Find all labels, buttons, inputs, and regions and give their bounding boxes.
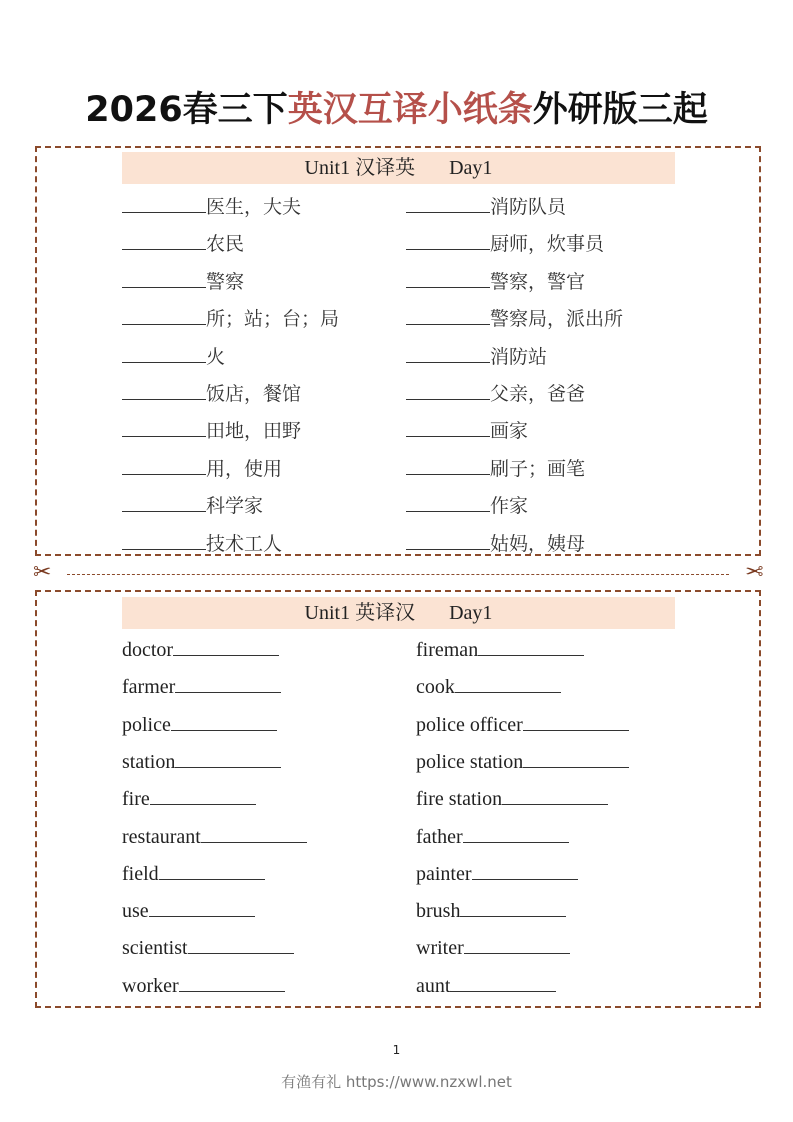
zh-to-en-item <box>122 342 225 369</box>
zh-to-en-item <box>122 454 282 481</box>
en-to-zh-item <box>416 786 608 811</box>
answer-blank[interactable] <box>122 192 206 213</box>
zh-to-en-item <box>122 491 263 518</box>
english-word: writer <box>416 937 464 960</box>
en-to-zh-unit: Unit1 英译汉 <box>304 602 416 624</box>
title-part1: 2026春三下 <box>85 90 288 130</box>
answer-blank[interactable] <box>406 379 490 400</box>
chinese-word: 画家 <box>490 420 529 443</box>
english-word: station <box>122 750 176 773</box>
answer-blank[interactable] <box>455 674 561 693</box>
answer-blank[interactable] <box>122 229 206 250</box>
en-to-zh-day: Day1 <box>449 602 493 624</box>
answer-blank[interactable] <box>175 674 281 693</box>
answer-blank[interactable] <box>122 342 206 363</box>
english-word: doctor <box>122 639 174 661</box>
chinese-word: 警察，警官 <box>490 270 586 293</box>
answer-blank[interactable] <box>464 935 570 954</box>
english-word: brush <box>416 900 461 923</box>
en-to-zh-item <box>416 973 556 998</box>
english-word: police officer <box>416 713 523 736</box>
zh-to-en-item <box>406 229 604 256</box>
answer-blank[interactable] <box>406 342 490 363</box>
en-to-zh-item <box>416 674 561 699</box>
answer-blank[interactable] <box>523 712 629 731</box>
english-word: father <box>416 825 463 848</box>
chinese-word: 刷子；画笔 <box>490 457 586 480</box>
english-word: farmer <box>122 676 176 699</box>
zh-to-en-box <box>35 146 761 556</box>
title-part2: 外研版三起 <box>532 90 708 130</box>
footer-watermark: 有渔有礼 https://www.nzxwl.net <box>281 1073 512 1091</box>
zh-to-en-item <box>406 379 585 406</box>
chinese-word: 科学家 <box>206 495 264 518</box>
zh-to-en-item <box>122 267 244 294</box>
answer-blank[interactable] <box>149 898 255 917</box>
answer-blank[interactable] <box>406 454 490 475</box>
scissors-icon: ✂ <box>744 560 763 585</box>
zh-to-en-unit: Unit1 汉译英 <box>304 157 416 179</box>
answer-blank[interactable] <box>406 529 490 550</box>
chinese-word: 厨师，炊事员 <box>490 233 605 256</box>
english-word: scientist <box>122 937 188 960</box>
answer-blank[interactable] <box>122 491 206 512</box>
en-to-zh-item <box>416 824 569 849</box>
answer-blank[interactable] <box>175 749 281 768</box>
chinese-word: 警察局，派出所 <box>490 308 624 331</box>
chinese-word: 姑妈，姨母 <box>490 532 586 555</box>
en-to-zh-item <box>122 824 307 849</box>
chinese-word: 父亲，爸爸 <box>490 383 586 405</box>
answer-blank[interactable] <box>463 824 569 843</box>
chinese-word: 消防站 <box>490 345 548 368</box>
en-to-zh-item <box>416 749 629 774</box>
answer-blank[interactable] <box>122 454 206 475</box>
english-word: fire <box>122 788 150 811</box>
english-word: use <box>122 900 149 923</box>
en-to-zh-item <box>122 861 265 886</box>
answer-blank[interactable] <box>406 267 490 288</box>
english-word: fire station <box>416 788 503 811</box>
en-to-zh-item <box>122 749 281 774</box>
zh-to-en-item <box>406 491 528 518</box>
en-to-zh-box <box>35 590 761 1008</box>
en-to-zh-item <box>416 637 584 662</box>
answer-blank[interactable] <box>450 973 556 992</box>
en-to-zh-item <box>122 712 277 737</box>
english-word: police station <box>416 750 524 773</box>
english-word: aunt <box>416 974 451 997</box>
chinese-word: 农民 <box>206 233 245 256</box>
page-title <box>0 82 793 132</box>
zh-to-en-item <box>406 416 528 443</box>
chinese-word: 消防队员 <box>490 196 567 218</box>
english-word: worker <box>122 974 179 997</box>
answer-blank[interactable] <box>171 712 277 731</box>
zh-to-en-item <box>406 192 566 219</box>
zh-to-en-item <box>122 304 339 331</box>
answer-blank[interactable] <box>122 379 206 400</box>
zh-to-en-item <box>122 379 301 406</box>
zh-to-en-item <box>122 529 282 556</box>
answer-blank[interactable] <box>406 229 490 250</box>
zh-to-en-item <box>406 529 585 556</box>
en-to-zh-item <box>416 935 570 960</box>
en-to-zh-item <box>416 898 566 923</box>
en-to-zh-item <box>416 861 578 886</box>
english-word: cook <box>416 676 455 699</box>
chinese-word: 所；站；台；局 <box>206 308 340 331</box>
english-word: painter <box>416 862 472 885</box>
chinese-word: 火 <box>206 345 226 368</box>
zh-to-en-item <box>406 304 623 331</box>
answer-blank[interactable] <box>406 416 490 437</box>
en-to-zh-item <box>122 898 255 923</box>
zh-to-en-item <box>406 267 585 294</box>
page-number: 1 <box>392 1043 401 1057</box>
title-highlight: 英汉互译小纸条 <box>287 90 533 130</box>
english-word: police <box>122 713 171 736</box>
answer-blank[interactable] <box>472 861 578 880</box>
answer-blank[interactable] <box>502 786 608 805</box>
zh-to-en-item <box>406 342 547 369</box>
answer-blank[interactable] <box>406 491 490 512</box>
answer-blank[interactable] <box>122 529 206 550</box>
english-word: fireman <box>416 639 479 661</box>
english-word: field <box>122 862 159 885</box>
zh-to-en-item <box>122 229 244 256</box>
answer-blank[interactable] <box>201 824 307 843</box>
en-to-zh-item <box>122 973 285 998</box>
answer-blank[interactable] <box>150 786 256 805</box>
answer-blank[interactable] <box>173 637 279 656</box>
answer-blank[interactable] <box>188 935 294 954</box>
chinese-word: 作家 <box>490 495 529 518</box>
chinese-word: 医生，大夫 <box>206 196 302 218</box>
cut-dashed-line <box>67 574 729 575</box>
en-to-zh-item <box>122 637 279 662</box>
chinese-word: 技术工人 <box>206 532 283 555</box>
cut-line <box>33 560 763 585</box>
answer-blank[interactable] <box>460 898 566 917</box>
scissors-icon: ✂ <box>33 560 52 585</box>
zh-to-en-item <box>406 454 585 481</box>
answer-blank[interactable] <box>122 416 206 437</box>
zh-to-en-item <box>122 192 301 219</box>
en-to-zh-item <box>416 712 629 737</box>
answer-blank[interactable] <box>523 749 629 768</box>
answer-blank[interactable] <box>406 304 490 325</box>
zh-to-en-item <box>122 416 301 443</box>
en-to-zh-header <box>122 597 675 629</box>
answer-blank[interactable] <box>122 304 206 325</box>
answer-blank[interactable] <box>122 267 206 288</box>
answer-blank[interactable] <box>179 973 285 992</box>
chinese-word: 田地，田野 <box>206 420 302 443</box>
chinese-word: 饭店，餐馆 <box>206 383 302 405</box>
zh-to-en-day: Day1 <box>449 157 493 179</box>
answer-blank[interactable] <box>159 861 265 880</box>
zh-to-en-header <box>122 152 675 184</box>
english-word: restaurant <box>122 825 201 848</box>
chinese-word: 用，使用 <box>206 457 283 480</box>
chinese-word: 警察 <box>206 270 245 293</box>
en-to-zh-item <box>122 935 294 960</box>
en-to-zh-item <box>122 674 281 699</box>
answer-blank[interactable] <box>406 192 490 213</box>
en-to-zh-item <box>122 786 256 811</box>
answer-blank[interactable] <box>478 637 584 656</box>
